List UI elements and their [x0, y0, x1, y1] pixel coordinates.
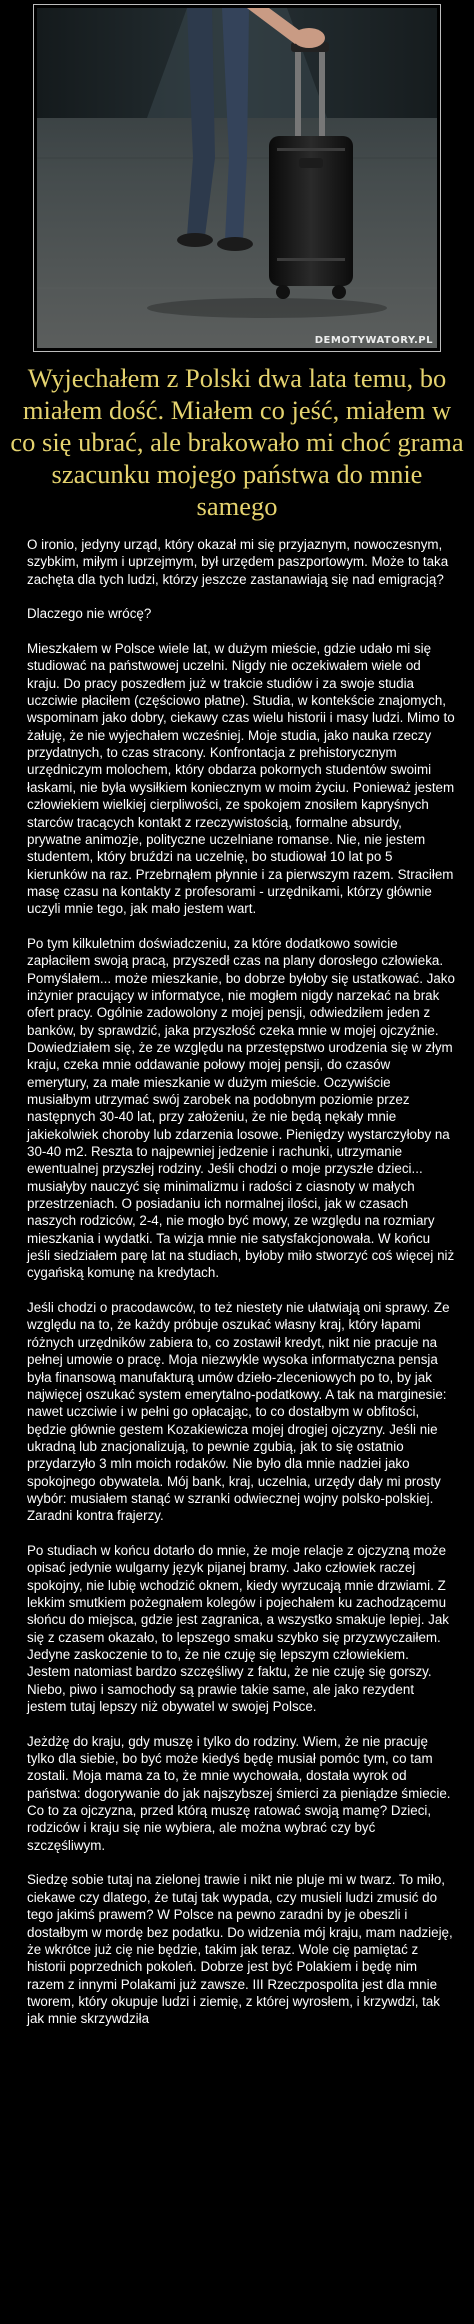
luggage-illustration	[37, 8, 437, 348]
body-text: O ironio, jedyny urząd, który okazał mi się przyjaznym, nowoczesnym, szybkim, miłym i uprzejmym, był urzędem paszportowym. Może to taka zachęta dla tych ludzi, którzy jeszcze zastanawiają się nad emigracją? Dlaczego nie wrócę? Mieszkałem w Polsce wiele lat, w dużym mieście, gdzie udało mi się studiować na państwowej uczelni. Nigdy nie oczekiwałem wiele od kraju. Do pracy poszedłem już w trakcie studiów i za swoje studia uczciwie płaciłem (częściowo płatne). Studia, w kontekście znajomych, wspominam jako dobry, ciekawy czas wielu historii i masy ludzi. Mimo to żałuję, że nie wyjechałem wcześniej. Moje studia, jako nauka rzeczy przydatnych, to czas stracony. Konfrontacja z prehistorycznym urzędniczym molochem, który obdarza pokornych studentów swoimi łaskami, nie była wysiłkiem koniecznym w moim życiu. Ponieważ jestem człowiekiem wielkiej cierpliwości, ze spokojem znosiłem kapryśnych starców tracących kontakt z rzeczywistością, formalne absurdy, prywatne animozje, polityczne uczelniane romanse. Nie, nie jestem studentem, który bruździ na uczelnię, bo studiował 10 lat po 5 kierunków na raz. Przebrnąłem płynnie i za pierwszym razem. Straciłem masę czasu na kontakty z profesorami - urzędnikami, którzy głównie uczyli mnie tego, jak mało jestem wart. Po tym kilkuletnim doświadczeniu, za które dodatkowo sowicie zapłaciłem swoją pracą, przyszedł czas na plany dorosłego człowieka. Pomyślałem... może mieszkanie, bo dobrze byłoby się ustatkować. Jako inżynier pracujący w informatyce, nie mogłem nigdy narzekać na brak ofert pracy. Ogólnie zadowolony z mojej pensji, odwiedziłem jeden z banków, by sprawdzić, jaka przyszłość czeka mnie w mojej ojczyźnie. Dowiedziałem się, że ze względu na przestępstwo urodzenia się w złym kraju, czeka mnie oddawanie połowy mojej pensji, do czasów emerytury, za małe mieszkanie w dużym mieście. Oczywiście musiałbym utrzymać swój zarobek na podobnym poziomie przez następnych 30-40 lat, przy założeniu, że nie będą nękały mnie jakiekolwiek choroby lub zdarzenia losowe. Pieniędzy wystarczyłoby na 30-40 m2. Reszta to najpewniej jedzenie i rachunki, utrzymanie ewentualnej przyszłej rodziny. Jeśli chodzi o moje przyszłe dzieci... musiałyby nauczyć się minimalizmu i radości z ciasnoty w małych przestrzeniach. O posiadaniu ich normalnej ilości, jak w czasach naszych rodziców, 2-4, nie mogło być mowy, ze względu na rozmiary mieszkania i wydatki. Ta wizja mnie nie satysfakcjonowała. W końcu jeśli siedziałem parę lat na studiach, byłoby miło stworzyć coś więcej niż cygańską komunę na kredytach. Jeśli chodzi o pracodawców, to też niestety nie ułatwiają oni sprawy. Ze względu na to, że każdy próbuje oszukać własny kraj, który łapami różnych urzędników zabiera to, co zostawił kredyt, nikt nie pracuje na pełnej umowie o pracę. Moja niezwykle wysoka informatyczna pensja była finansową manufakturą umów dzieło-zleceniowych po to, by jak najwięcej oszukać system emerytalno-podatkowy. A tak na marginesie: nawet uczciwie i w pełni go opłacając, to co dostałbym w obfitości, będzie głównie gestem Kozakiewicza mojej drogiej ojczyzny. Jeśli nie ukradną lub znacjonalizują, to pewnie zgubią, jak to się ostatnio przydarzyło 3 mln moich rodaków. Nie było dla mnie nadziei jako spokojnego obywatela. Mój bank, kraj, uczelnia, urzędy dały mi prosty wybór: musiałem stanąć w szranki odwiecznej wojny polsko-polskiej. Zaradni kontra frajerzy. Po studiach w końcu dotarło do mnie, że moje relacje z ojczyzną może opisać jedynie wulgarny język pijanej bramy. Jako człowiek raczej spokojny, nie lubię wchodzić oknem, kiedy wyrzucają mnie drzwiami. Z lekkim smutkiem pożegnałem kolegów i pojechałem ku zachodzącemu słońcu do miejsca, gdzie jest zagranica, a wszystko smakuje lepiej. Jak się z czasem okazało, to lepszego smaku szybko się przyzwyczaiłem. Jedyne zaskoczenie to to, że nie czuję się lepszym człowiekiem. Jestem natomiast bardzo szczęśliwy z faktu, że nie czuję się gorszy. Niebo, piwo i samochody są prawie takie same, ale jako rezydent jestem tutaj lepszy niż obywatel w swojej Polsce. Jeżdżę do kraju, gdy muszę i tylko do rodziny. Wiem, że nie pracuję tylko dla siebie, bo być może kiedyś będę musiał pomóc tym, co tam zostali. Moja mama za to, że mnie wychowała, dostała wyrok od państwa: dogorywanie do jak najszybszej śmierci za pieniądze śmiecie. Co to za ojczyzna, przed którą muszę ratować swoją mamę? Dzieci, rodziców i kraju się nie wybiera, ale można wybrać czy być szczęśliwym. Siedzę sobie tutaj na zielonej trawie i nikt nie pluje mi w twarz. To miło, ciekawe czy dlatego, że tutaj tak wypada, czy musieli ludzi zmusić do tego jakimś prawem? W Polsce na pewno zaradni by je obeszli i dostałbym w mordę bez podatku. Do widzenia mój kraju, mam nadzieję, że wkrótce już cię nie będzie, takim jak teraz. Wole cię pamiętać z historii poprzednich pokoleń. Dobrze jest być Polakiem i będę nim razem z innymi Polakami już zawsze. III Rzeczpospolita jest dla mnie tworem, który okupuje ludzi i ziemię, z której wyrosłem, i krzywdzi, tak jak mnie skrzywdziła	[27, 537, 455, 2027]
watermark-text: DEMOTYWATORY.PL	[314, 335, 433, 346]
headline: Wyjechałem z Polski dwa lata temu, bo miałem dość. Miałem co jeść, miałem w co się ubrać, ale brakowało mi choć grama szacunku mojego państwa do mnie samego	[10, 363, 464, 521]
luggage-photo	[37, 8, 437, 348]
image-frame	[33, 4, 441, 352]
